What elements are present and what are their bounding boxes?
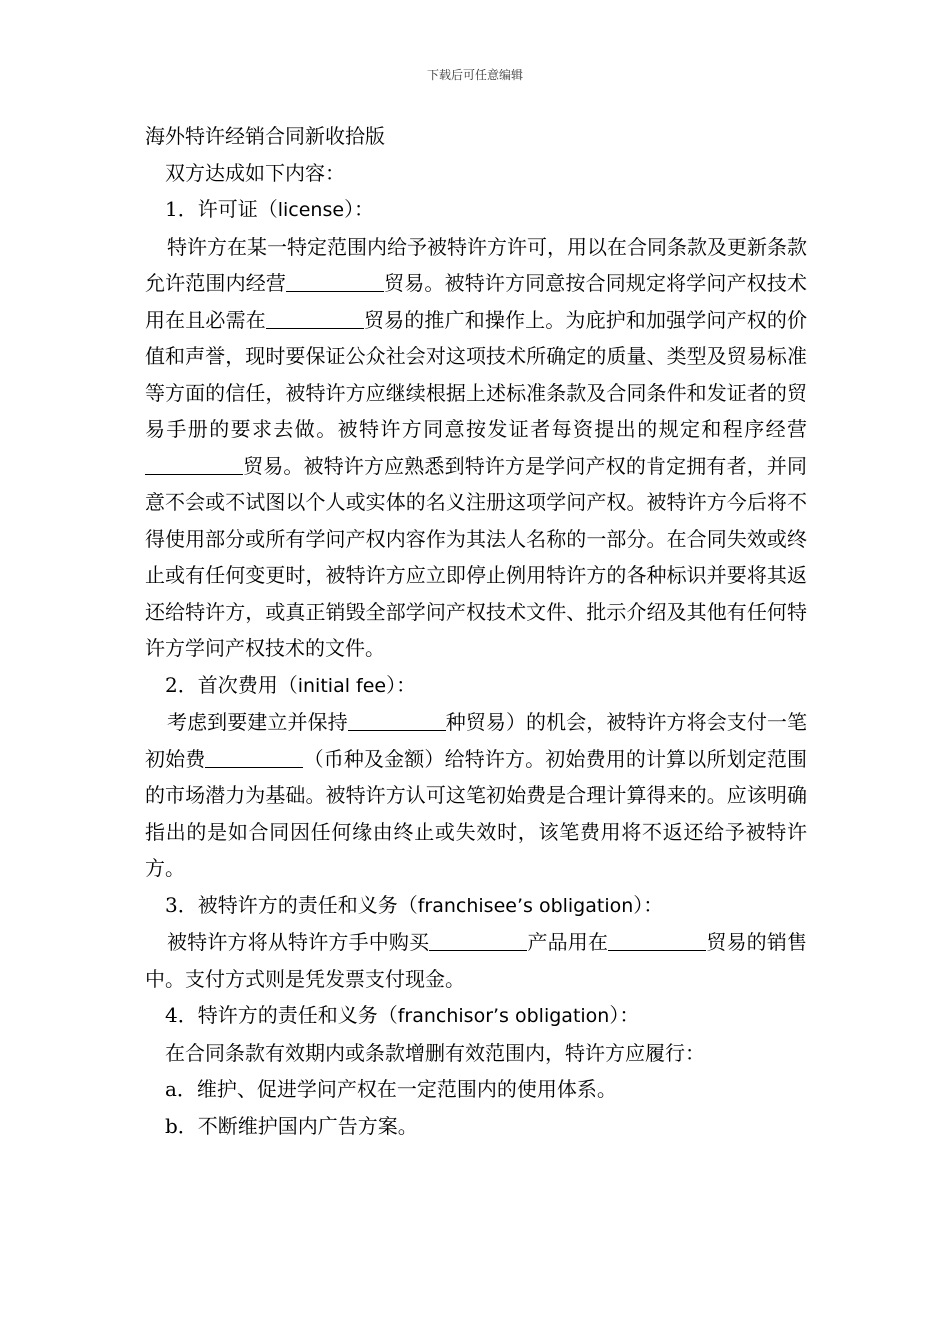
section-1-text-c: 贸易的推广和操作上。为庇护和加强学问产权的价值和声誉，现时要保证公众社会对这项技术所确定的质量、类型及贸易标准等方面的信任，被特许方应继续根据上述标准条款及合同条件和发证者的贸易手册的要求去做。被特许方同意按发证者每资提出的规定和程序经营 [145,307,808,441]
section-2-text-a: 考虑到要建立并保持 [167,710,348,734]
section-2-heading [145,667,807,705]
page-header-note: 下载后可任意编辑 [426,68,523,82]
section-4-heading-en: franchisor’s obligation [397,1005,610,1027]
fill-in-blank [348,708,446,731]
fill-in-blank [145,452,243,475]
section-4-num: 4．特许方的责任和义务（ [165,1003,398,1027]
fill-in-blank [429,928,527,951]
fill-in-blank [286,269,384,292]
section-3-heading-en: franchisee’s obligation [417,894,634,917]
section-3-text-c: 贸易的销售中。支付方式则是凭发票支付现金。 [145,930,808,991]
section-1-heading [145,191,807,229]
fill-in-blank [608,928,706,951]
section-1-heading-end: ）： [344,197,375,221]
section-3-paragraph [145,924,807,997]
section-4-heading-end: ）： [609,1003,640,1027]
section-4-item-b: b．不断维护国内广告方案。 [165,1113,418,1138]
section-4-heading [145,997,807,1035]
section-2-text-b: 种贸易）的机会，被特许方将会支付一笔初始费 [145,710,808,771]
section-4-item-a: a．维护、促进学问产权在一定范围内的使用体系。 [165,1077,617,1101]
section-2-num: 2．首次费用（ [165,672,298,697]
section-2-text-c: （币种及金额）给特许方。初始费用的计算以所划定范围的市场潜力为基础。被特许方认可这笔初始费是合理计算得来的。应该明确指出的是如合同因任何缘由终止或失效时，该笔费用将不返还给予被特许方。 [145,746,808,880]
section-1-text-a: 特许方在某一特定范围内给予被特许方许可，用以在合同条款及更新条款允许范围内经营 [145,234,807,295]
section-2-heading-en: initial fee [297,674,387,697]
section-1-text-b: 贸易。被特许方同意按合同规定将学问产权技术用在且必需在 [145,271,807,332]
section-3-text-b: 产品用在 [527,930,609,954]
section-3-heading-end: ）： [633,892,664,917]
section-3-heading [145,887,807,925]
section-1-heading-en: license [277,199,345,221]
fill-in-blank [266,306,364,329]
section-3-num: 3．被特许方的责任和义务（ [165,892,418,917]
intro-line: 双方达成如下内容： [165,160,345,185]
section-2-paragraph [145,704,807,887]
document-body [145,118,807,1144]
section-4-intro: 在合同条款有效期内或条款增删有效范围内，特许方应履行： [165,1040,705,1065]
section-1-paragraph [145,229,807,667]
section-1-text-d: 贸易。被特许方应熟悉到特许方是学问产权的肯定拥有者，并同意不会或不试图以个人或实体的名义注册这项学问产权。被特许方今后将不得使用部分或所有学问产权内容作为其法人名称的一部分。在合同失效或终止或有任何变更时，被特许方应立即停止例用特许方的各种标识并要将其返还给特许方，或真正销毁全部学问产权技术文件、批示介绍及其他有任何特许方学问产权技术的文件。 [145,453,807,660]
section-2-heading-end: ）： [386,672,417,697]
section-1-num: 1．许可证（ [165,197,278,221]
section-3-text-a: 被特许方将从特许方手中购买 [167,930,430,954]
fill-in-blank [205,745,303,768]
document-title: 海外特许经销合同新收拾版 [145,124,385,148]
